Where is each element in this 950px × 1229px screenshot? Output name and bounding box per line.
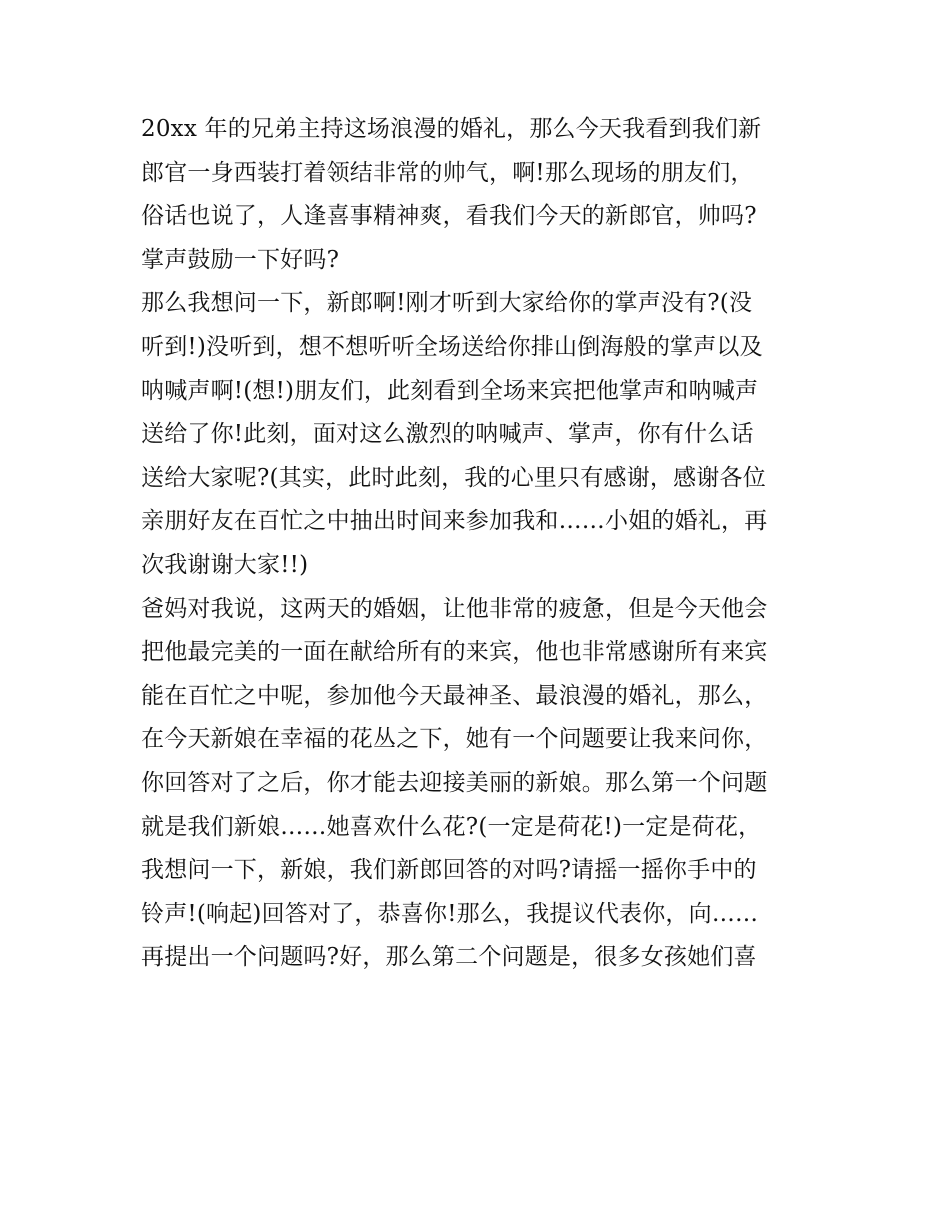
text-line-1: 20xx 年的兄弟主持这场浪漫的婚礼，那么今天我看到我们新 xyxy=(141,116,762,142)
text-line-7: 呐喊声啊!(想!)朋友们，此刻看到全场来宾把他掌声和呐喊声 xyxy=(141,377,759,404)
text-line-10: 亲朋好友在百忙之中抽出时间来参加我和……小姐的婚礼，再 xyxy=(141,508,768,535)
text-line-9: 送给大家呢?(其实，此时此刻，我的心里只有感谢，感谢各位 xyxy=(141,464,766,491)
text-line-17: 就是我们新娘……她喜欢什么花?(一定是荷花!)一定是荷花， xyxy=(141,813,762,840)
text-line-20: 再提出一个问题吗?好，那么第二个问题是，很多女孩她们喜 xyxy=(141,944,757,971)
text-line-18: 我想问一下，新娘，我们新郎回答的对吗?请摇一摇你手中的 xyxy=(141,857,757,884)
text-line-3: 俗话也说了，人逢喜事精神爽，看我们今天的新郎官，帅吗? xyxy=(141,203,757,230)
text-line-14: 能在百忙之中呢，参加他今天最神圣、最浪漫的婚礼，那么， xyxy=(141,682,768,709)
text-line-11: 次我谢谢大家!!) xyxy=(141,551,309,578)
text-line-16: 你回答对了之后，你才能去迎接美丽的新娘。那么第一个问题 xyxy=(141,769,768,796)
text-line-13: 把他最完美的一面在献给所有的来宾，他也非常感谢所有来宾 xyxy=(141,639,768,666)
text-line-8: 送给了你!此刻，面对这么激烈的呐喊声、掌声，你有什么话 xyxy=(141,421,754,448)
text-line-4: 掌声鼓励一下好吗? xyxy=(141,246,340,273)
text-line-6: 听到!)没听到，想不想听听全场送给你排山倒海般的掌声以及 xyxy=(141,333,763,360)
text-line-5: 那么我想问一下，新郎啊!刚才听到大家给你的掌声没有?(没 xyxy=(141,290,753,317)
text-line-19: 铃声!(响起)回答对了，恭喜你!那么，我提议代表你，向…… xyxy=(141,900,759,927)
text-line-15: 在今天新娘在幸福的花丛之下，她有一个问题要让我来问你， xyxy=(141,726,768,753)
text-line-2: 郎官一身西装打着领结非常的帅气，啊!那么现场的朋友们， xyxy=(141,159,754,186)
body-text xyxy=(141,108,821,980)
text-line-12: 爸妈对我说，这两天的婚姻，让他非常的疲惫，但是今天他会 xyxy=(141,595,768,622)
